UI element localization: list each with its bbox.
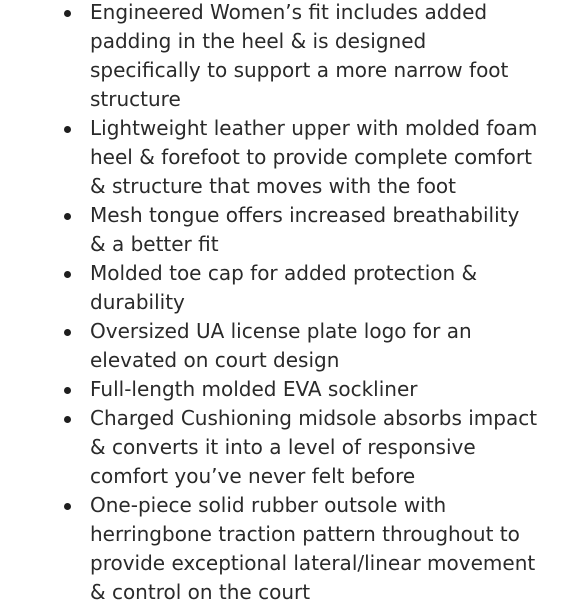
bullet-icon xyxy=(64,126,71,133)
feature-text: Oversized UA license plate logo for an elevated on court design xyxy=(90,319,472,372)
feature-text: Mesh tongue offers increased breathability & a better fit xyxy=(90,203,520,256)
feature-text: Lightweight leather upper with molded foam heel & forefoot to provide complete comfort & structure that moves with the foot xyxy=(90,116,538,198)
bullet-icon xyxy=(64,387,71,394)
feature-text: Molded toe cap for added protection & durability xyxy=(90,261,478,314)
feature-item xyxy=(0,404,580,491)
bullet-icon xyxy=(64,10,71,17)
bullet-icon xyxy=(64,329,71,336)
feature-text: Full-length molded EVA sockliner xyxy=(90,377,418,401)
feature-item xyxy=(0,0,580,114)
feature-text: One-piece solid rubber outsole with herringbone traction pattern throughout to provide exceptional lateral/linear movement & control on the court xyxy=(90,493,536,604)
bullet-icon xyxy=(64,503,71,510)
feature-text: Charged Cushioning midsole absorbs impact & converts it into a level of responsive comfort you’ve never felt before xyxy=(90,406,538,488)
feature-item xyxy=(0,259,580,317)
feature-item xyxy=(0,114,580,201)
feature-item xyxy=(0,491,580,607)
feature-text: Engineered Women’s fit includes added padding in the heel & is designed specifically to support a more narrow foot structure xyxy=(90,0,509,111)
feature-item xyxy=(0,201,580,259)
bullet-icon xyxy=(64,213,71,220)
feature-item xyxy=(0,317,580,375)
feature-item xyxy=(0,375,580,404)
bullet-icon xyxy=(64,416,71,423)
bullet-icon xyxy=(64,271,71,278)
